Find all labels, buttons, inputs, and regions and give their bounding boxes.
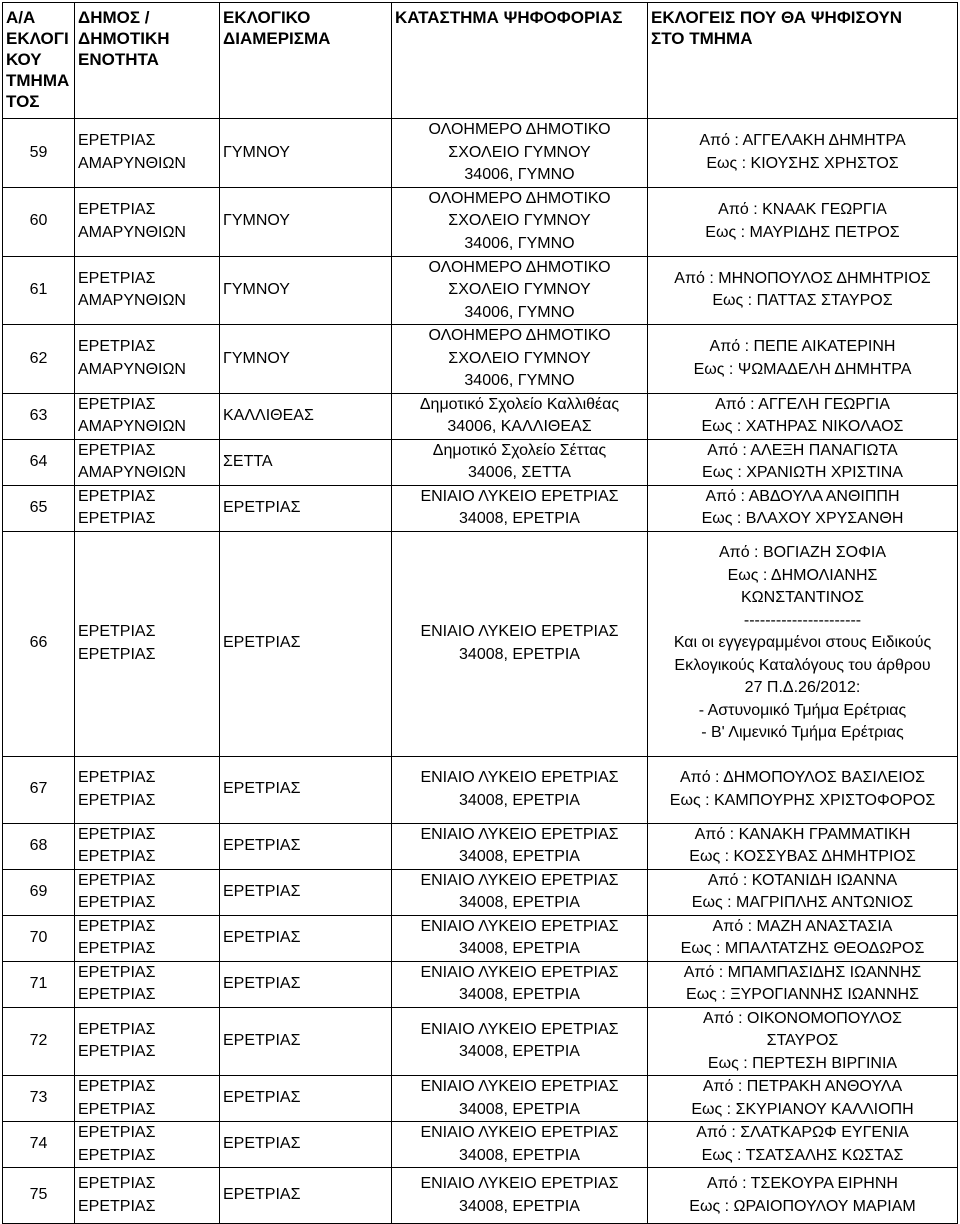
header-text-line: Α/Α [6, 8, 36, 27]
table-row [3, 187, 958, 256]
voter-range-cell-line: Από : ΠΕΠΕ ΑΙΚΑΤΕΡΙΝΗ [709, 338, 896, 356]
voter-range-cell-line: - Αστυνομικό Τμήμα Ερέτριας [698, 701, 907, 719]
ward-cell [220, 256, 392, 325]
polling-place-cell-line: ΣΧΟΛΕΙΟ ΓΥΜΝΟΥ [448, 212, 591, 230]
voter-range-cell-line: Από : ΟΙΚΟΝΟΜΟΠΟΥΛΟΣ [703, 1009, 902, 1027]
polling-place-cell-line: 34006, ΓΥΜΝΟ [464, 166, 575, 183]
voter-range-cell-line: ΚΩΝΣΤΑΝΤΙΝΟΣ [741, 589, 864, 607]
header-text-line: ΚΑΤΑΣΤΗΜΑ ΨΗΦΟΦΟΡΙΑΣ [395, 8, 623, 27]
polling-place-cell [392, 961, 648, 1007]
voter-range-cell [648, 256, 958, 325]
polling-place-cell [392, 119, 648, 188]
voter-range-cell-line: Από : ΜΑΖΗ ΑΝΑΣΤΑΣΙΑ [712, 917, 893, 935]
ward-cell [220, 325, 392, 394]
table-row [3, 1122, 958, 1168]
ward-cell [220, 1076, 392, 1122]
ward-cell-line: ΕΡΕΤΡΙΑΣ [223, 1089, 301, 1107]
ward-cell [220, 869, 392, 915]
municipality-cell [75, 256, 220, 325]
municipality-cell [75, 119, 220, 188]
voter-range-cell [648, 915, 958, 961]
section-number-cell: 60 [3, 187, 75, 256]
municipality-cell-line: ΕΡΕΤΡΙΑΣ [78, 1175, 156, 1192]
table-row [3, 119, 958, 188]
polling-place-cell [392, 439, 648, 485]
voter-range-cell-line: Από : ΑΓΓΕΛΗ ΓΕΩΡΓΙΑ [715, 395, 890, 413]
municipality-cell [75, 756, 220, 823]
municipality-cell [75, 1076, 220, 1122]
ward-cell-line: ΚΑΛΛΙΘΕΑΣ [223, 406, 314, 424]
municipality-cell-line: ΕΡΕΤΡΙΑΣ [78, 871, 156, 889]
polling-place-cell-line: ΕΝΙΑΙΟ ΛΥΚΕΙΟ ΕΡΕΤΡΙΑΣ [420, 1124, 619, 1141]
section-number-cell: 70 [3, 915, 75, 961]
voter-range-cell [648, 187, 958, 256]
polling-place-cell-line: 34006, ΓΥΜΝΟ [464, 303, 575, 321]
polling-place-cell-line: 34006, ΚΑΛΛΙΘΕΑΣ [447, 418, 592, 435]
municipality-cell-line: ΕΡΕΤΡΙΑΣ [78, 769, 156, 786]
section-number-cell: 66 [3, 531, 75, 756]
municipality-cell-line: ΕΡΕΤΡΙΑΣ [78, 1100, 156, 1118]
voter-range-cell-line: Εως : ΚΙΟΥΣΗΣ ΧΡΗΣΤΟΣ [706, 154, 899, 172]
voter-range-cell-line: ---------------------- [743, 611, 862, 629]
ward-cell-line: ΕΡΕΤΡΙΑΣ [223, 1032, 301, 1049]
voter-range-cell-line: Εκλογικούς Καταλόγους του άρθρου [674, 656, 931, 674]
table-row [3, 915, 958, 961]
voter-range-cell-line: Από : ΜΠΑΜΠΑΣΙΔΗΣ ΙΩΑΝΝΗΣ [683, 963, 922, 981]
voter-range-cell [648, 325, 958, 394]
voter-range-cell [648, 393, 958, 439]
municipality-cell [75, 485, 220, 531]
municipality-cell-line: ΕΡΕΤΡΙΑΣ [78, 1197, 156, 1215]
municipality-cell-line: ΕΡΕΤΡΙΑΣ [78, 848, 156, 865]
polling-place-cell-line: 34008, ΕΡΕΤΡΙΑ [459, 645, 580, 663]
ward-cell [220, 1007, 392, 1076]
municipality-cell-line: ΕΡΕΤΡΙΑΣ [78, 487, 156, 505]
header-polling-place [392, 3, 648, 119]
polling-place-cell-line: ΕΝΙΑΙΟ ΛΥΚΕΙΟ ΕΡΕΤΡΙΑΣ [420, 487, 619, 505]
voter-range-cell-line: Από : ΤΣΕΚΟΥΡΑ ΕΙΡΗΝΗ [707, 1175, 898, 1192]
polling-place-cell [392, 869, 648, 915]
polling-place-cell-line: 34008, ΕΡΕΤΡΙΑ [459, 1197, 580, 1215]
municipality-cell-line: ΕΡΕΤΡΙΑΣ [78, 894, 156, 911]
municipality-cell-line: ΕΡΕΤΡΙΑΣ [78, 963, 156, 981]
municipality-cell-line: ΕΡΕΤΡΙΑΣ [78, 645, 156, 663]
voter-range-cell-line: Από : ΑΒΔΟΥΛΑ ΑΝΘΙΠΠΗ [705, 487, 900, 505]
header-text-line: ΕΝΟΤΗΤΑ [78, 50, 159, 69]
table-body [3, 119, 958, 1224]
municipality-cell-line: ΑΜΑΡΥΝΘΙΩΝ [78, 360, 186, 378]
municipality-cell-line: ΕΡΕΤΡΙΑΣ [78, 510, 156, 527]
section-number-cell: 75 [3, 1168, 75, 1224]
section-number-cell: 65 [3, 485, 75, 531]
polling-place-cell-line: ΕΝΙΑΙΟ ΛΥΚΕΙΟ ΕΡΕΤΡΙΑΣ [420, 871, 619, 889]
municipality-cell-line: ΕΡΕΤΡΙΑΣ [78, 201, 156, 218]
header-text-line: ΤΜΗΜΑ [6, 71, 70, 90]
municipality-cell [75, 1007, 220, 1076]
voter-range-cell-line: 27 Π.Δ.26/2012: [744, 679, 861, 697]
ward-cell-line: ΕΡΕΤΡΙΑΣ [223, 836, 301, 854]
voter-range-cell-line: - Β' Λιμενικό Τμήμα Ερέτριας [701, 724, 904, 742]
municipality-cell-line: ΕΡΕΤΡΙΑΣ [78, 395, 156, 413]
table-row [3, 869, 958, 915]
ward-cell-line: ΓΥΜΝΟΥ [223, 143, 290, 161]
ward-cell-line: ΣΕΤΤΑ [223, 452, 273, 470]
polling-place-cell-line: 34008, ΕΡΕΤΡΙΑ [459, 791, 580, 809]
municipality-cell-line: ΕΡΕΤΡΙΑΣ [78, 940, 156, 957]
ward-cell-line: ΕΡΕΤΡΙΑΣ [223, 882, 301, 900]
ward-cell [220, 1168, 392, 1224]
municipality-cell-line: ΕΡΕΤΡΙΑΣ [78, 1043, 156, 1061]
header-electoral-ward [220, 3, 392, 119]
polling-place-cell [392, 756, 648, 823]
polling-place-cell-line: ΟΛΟΗΜΕΡΟ ΔΗΜΟΤΙΚΟ [428, 121, 611, 138]
ward-cell-line: ΕΡΕΤΡΙΑΣ [223, 634, 301, 652]
municipality-cell-line: ΕΡΕΤΡΙΑΣ [78, 1078, 156, 1095]
section-number-cell: 73 [3, 1076, 75, 1122]
header-text-line: ΕΚΛΟΓΙ [6, 29, 69, 48]
ward-cell [220, 485, 392, 531]
voter-range-cell-line: Και οι εγγεγραμμένοι στους Ειδικούς [673, 634, 932, 652]
polling-place-cell-line: 34006, ΓΥΜΝΟ [464, 234, 575, 252]
voter-range-cell-line: Από : ΑΓΓΕΛΑΚΗ ΔΗΜΗΤΡΑ [699, 132, 906, 150]
municipality-cell [75, 869, 220, 915]
polling-place-cell-line: ΟΛΟΗΜΕΡΟ ΔΗΜΟΤΙΚΟ [428, 258, 611, 276]
voter-range-cell-line: Εως : ΣΚΥΡΙΑΝΟΥ ΚΑΛΛΙΟΠΗ [691, 1100, 914, 1118]
polling-place-cell-line: ΣΧΟΛΕΙΟ ΓΥΜΝΟΥ [448, 281, 591, 298]
polling-place-cell-line: 34008, ΕΡΕΤΡΙΑ [459, 848, 580, 865]
polling-place-cell-line: ΕΝΙΑΙΟ ΛΥΚΕΙΟ ΕΡΕΤΡΙΑΣ [420, 825, 619, 843]
ward-cell-line: ΕΡΕΤΡΙΑΣ [223, 1186, 301, 1204]
voter-range-cell-line: Από : ΚΑΝΑΚΗ ΓΡΑΜΜΑΤΙΚΗ [694, 825, 911, 843]
section-number-cell: 62 [3, 325, 75, 394]
table-row [3, 485, 958, 531]
section-number-cell: 68 [3, 823, 75, 869]
polling-place-cell-line: ΟΛΟΗΜΕΡΟ ΔΗΜΟΤΙΚΟ [428, 327, 611, 344]
polling-place-cell-line: ΕΝΙΑΙΟ ΛΥΚΕΙΟ ΕΡΕΤΡΙΑΣ [420, 1020, 619, 1038]
municipality-cell-line: ΕΡΕΤΡΙΑΣ [78, 269, 156, 287]
section-number-cell: 59 [3, 119, 75, 188]
voter-range-cell-line: Από : ΠΕΤΡΑΚΗ ΑΝΘΟΥΛΑ [702, 1078, 903, 1095]
polling-place-cell-line: ΕΝΙΑΙΟ ΛΥΚΕΙΟ ΕΡΕΤΡΙΑΣ [420, 1175, 619, 1192]
ward-cell [220, 1122, 392, 1168]
polling-place-cell-line: ΕΝΙΑΙΟ ΛΥΚΕΙΟ ΕΡΕΤΡΙΑΣ [420, 623, 619, 640]
voter-range-cell-line: Εως : ΩΡΑΙΟΠΟΥΛΟΥ ΜΑΡΙΑΜ [689, 1197, 916, 1215]
ward-cell-line: ΕΡΕΤΡΙΑΣ [223, 498, 301, 516]
polling-place-cell-line: ΣΧΟΛΕΙΟ ΓΥΜΝΟΥ [448, 143, 591, 161]
voter-range-cell [648, 439, 958, 485]
ward-cell-line: ΓΥΜΝΟΥ [223, 281, 290, 298]
voter-range-cell [648, 823, 958, 869]
voter-range-cell-line: Από : ΒΟΓΙΑΖΗ ΣΟΦΙΑ [719, 544, 886, 562]
table-row [3, 756, 958, 823]
voter-range-cell-line: Εως : ΚΟΣΣΥΒΑΣ ΔΗΜΗΤΡΙΟΣ [689, 848, 916, 865]
section-number-cell: 72 [3, 1007, 75, 1076]
municipality-cell [75, 1168, 220, 1224]
header-section-number [3, 3, 75, 119]
ward-cell-line: ΓΥΜΝΟΥ [223, 349, 290, 367]
polling-place-cell-line: 34008, ΕΡΕΤΡΙΑ [459, 940, 580, 957]
municipality-cell-line: ΕΡΕΤΡΙΑΣ [78, 917, 156, 935]
municipality-cell-line: ΑΜΑΡΥΝΘΙΩΝ [78, 418, 186, 435]
polling-place-cell [392, 531, 648, 756]
header-row [3, 3, 958, 119]
polling-place-cell [392, 393, 648, 439]
polling-place-cell [392, 256, 648, 325]
polling-place-cell-line: ΕΝΙΑΙΟ ΛΥΚΕΙΟ ΕΡΕΤΡΙΑΣ [420, 1078, 619, 1095]
voter-range-cell-line: Εως : ΜΑΓΡΙΠΛΗΣ ΑΝΤΩΝΙΟΣ [691, 894, 914, 911]
polling-place-cell-line: 34008, ΕΡΕΤΡΙΑ [459, 894, 580, 911]
voter-range-cell-line: Από : ΔΗΜΟΠΟΥΛΟΣ ΒΑΣΙΛΕΙΟΣ [680, 769, 925, 786]
municipality-cell-line: ΕΡΕΤΡΙΑΣ [78, 791, 156, 809]
voter-range-cell-line: Εως : ΔΗΜΟΛΙΑΝΗΣ [727, 566, 878, 584]
table-row [3, 1007, 958, 1076]
ward-cell-line: ΕΡΕΤΡΙΑΣ [223, 974, 301, 992]
header-text-line: ΣΤΟ ΤΜΗΜΑ [651, 29, 753, 48]
municipality-cell-line: ΑΜΑΡΥΝΘΙΩΝ [78, 223, 186, 241]
voter-range-cell-line: Εως : ΜΑΥΡΙΔΗΣ ΠΕΤΡΟΣ [705, 223, 900, 241]
header-text-line: ΔΗΜΟΣ / [78, 8, 150, 27]
ward-cell [220, 439, 392, 485]
section-number-cell: 61 [3, 256, 75, 325]
voter-range-cell-line: Από : ΚΟΤΑΝΙΔΗ ΙΩΑΝΝΑ [707, 871, 898, 889]
voter-range-cell-line: Εως : ΞΥΡΟΓΙΑΝΝΗΣ ΙΩΑΝΝΗΣ [686, 986, 919, 1003]
polling-place-cell-line: Δημοτικό Σχολείο Καλλιθέας [419, 395, 620, 413]
voter-range-cell-line: ΣΤΑΥΡΟΣ [766, 1032, 839, 1049]
section-number-cell: 69 [3, 869, 75, 915]
voter-range-cell-line: Εως : ΨΩΜΑΔΕΛΗ ΔΗΜΗΤΡΑ [693, 360, 912, 378]
polling-place-cell-line: ΣΧΟΛΕΙΟ ΓΥΜΝΟΥ [448, 349, 591, 367]
voter-range-cell-line: Από : ΚΝΑΑΚ ΓΕΩΡΓΙΑ [718, 201, 887, 218]
header-text-line: ΔΗΜΟΤΙΚΗ [78, 29, 170, 48]
section-number-cell: 63 [3, 393, 75, 439]
table-row [3, 1168, 958, 1224]
voter-range-cell-line: Από : ΑΛΕΞΗ ΠΑΝΑΓΙΩΤΑ [707, 441, 898, 459]
table-row [3, 439, 958, 485]
polling-place-cell-line: 34008, ΕΡΕΤΡΙΑ [459, 510, 580, 527]
ward-cell-line: ΓΥΜΝΟΥ [223, 212, 290, 230]
ward-cell [220, 961, 392, 1007]
municipality-cell-line: ΕΡΕΤΡΙΑΣ [78, 623, 156, 640]
municipality-cell [75, 961, 220, 1007]
polling-place-cell-line: 34008, ΕΡΕΤΡΙΑ [459, 986, 580, 1003]
voter-range-cell [648, 961, 958, 1007]
municipality-cell-line: ΕΡΕΤΡΙΑΣ [78, 441, 156, 459]
polling-place-cell-line: 34008, ΕΡΕΤΡΙΑ [459, 1043, 580, 1061]
table-row [3, 531, 958, 756]
voter-range-cell-line: Από : ΜΗΝΟΠΟΥΛΟΣ ΔΗΜΗΤΡΙΟΣ [674, 269, 931, 287]
municipality-cell [75, 1122, 220, 1168]
ward-cell [220, 823, 392, 869]
voter-range-cell-line: Εως : ΒΛΑΧΟΥ ΧΡΥΣΑΝΘΗ [701, 510, 904, 527]
ward-cell-line: ΕΡΕΤΡΙΑΣ [223, 1135, 301, 1153]
municipality-cell-line: ΕΡΕΤΡΙΑΣ [78, 1124, 156, 1141]
municipality-cell-line: ΕΡΕΤΡΙΑΣ [78, 986, 156, 1003]
voter-range-cell-line: Εως : ΜΠΑΛΤΑΤΖΗΣ ΘΕΟΔΩΡΟΣ [680, 940, 925, 957]
municipality-cell [75, 439, 220, 485]
voter-range-cell-line: Εως : ΚΑΜΠΟΥΡΗΣ ΧΡΙΣΤΟΦΟΡΟΣ [669, 791, 936, 809]
section-number-cell: 74 [3, 1122, 75, 1168]
ward-cell [220, 756, 392, 823]
polling-place-cell-line: ΕΝΙΑΙΟ ΛΥΚΕΙΟ ΕΡΕΤΡΙΑΣ [420, 963, 619, 981]
table-row [3, 325, 958, 394]
header-text-line: ΚΟΥ [6, 50, 42, 69]
polling-place-cell-line: 34008, ΕΡΕΤΡΙΑ [459, 1100, 580, 1118]
polling-place-cell-line: ΟΛΟΗΜΕΡΟ ΔΗΜΟΤΙΚΟ [428, 189, 611, 207]
municipality-cell-line: ΕΡΕΤΡΙΑΣ [78, 132, 156, 150]
polling-stations-table [2, 2, 958, 1224]
municipality-cell-line: ΑΜΑΡΥΝΘΙΩΝ [78, 292, 186, 310]
polling-place-cell [392, 1168, 648, 1224]
municipality-cell [75, 187, 220, 256]
ward-cell [220, 915, 392, 961]
polling-place-cell [392, 187, 648, 256]
polling-place-cell-line: 34008, ΕΡΕΤΡΙΑ [459, 1146, 580, 1164]
municipality-cell-line: ΕΡΕΤΡΙΑΣ [78, 1020, 156, 1038]
voter-range-cell-line: Εως : ΧΡΑΝΙΩΤΗ ΧΡΙΣΤΙΝΑ [702, 464, 903, 481]
voter-range-cell-line: Από : ΣΛΑΤΚΑΡΩΦ ΕΥΓΕΝΙΑ [696, 1124, 909, 1141]
header-municipality [75, 3, 220, 119]
polling-place-cell-line: ΕΝΙΑΙΟ ΛΥΚΕΙΟ ΕΡΕΤΡΙΑΣ [420, 917, 619, 935]
municipality-cell [75, 823, 220, 869]
header-text-line: ΕΚΛΟΓΙΚΟ [223, 8, 311, 27]
header-text-line: ΕΚΛΟΓΕΙΣ ΠΟΥ ΘΑ ΨΗΦΙΣΟΥΝ [651, 8, 903, 27]
voter-range-cell [648, 1076, 958, 1122]
ward-cell [220, 393, 392, 439]
municipality-cell [75, 393, 220, 439]
ward-cell [220, 187, 392, 256]
header-text-line: ΔΙΑΜΕΡΙΣΜΑ [223, 29, 331, 48]
table-row [3, 961, 958, 1007]
polling-place-cell-line: 34006, ΣΕΤΤΑ [468, 464, 571, 481]
municipality-cell-line: ΑΜΑΡΥΝΘΙΩΝ [78, 464, 186, 481]
municipality-cell [75, 325, 220, 394]
polling-place-cell [392, 1076, 648, 1122]
section-number-cell: 64 [3, 439, 75, 485]
voter-range-cell [648, 1007, 958, 1076]
municipality-cell-line: ΕΡΕΤΡΙΑΣ [78, 825, 156, 843]
polling-place-cell-line: Δημοτικό Σχολείο Σέττας [432, 441, 607, 459]
municipality-cell-line: ΑΜΑΡΥΝΘΙΩΝ [78, 154, 186, 172]
voter-range-cell-line: Εως : ΠΕΡΤΕΣΗ ΒΙΡΓΙΝΙΑ [707, 1054, 898, 1072]
voter-range-cell [648, 1168, 958, 1224]
municipality-cell [75, 915, 220, 961]
voter-range-cell [648, 869, 958, 915]
table-row [3, 823, 958, 869]
municipality-cell-line: ΕΡΕΤΡΙΑΣ [78, 338, 156, 356]
table-row [3, 393, 958, 439]
polling-place-cell [392, 823, 648, 869]
voter-range-cell [648, 531, 958, 756]
polling-place-cell-line: 34006, ΓΥΜΝΟ [464, 372, 575, 389]
voter-range-cell-line: Εως : ΠΑΤΤΑΣ ΣΤΑΥΡΟΣ [712, 292, 893, 310]
polling-place-cell [392, 325, 648, 394]
polling-place-cell [392, 1007, 648, 1076]
polling-place-cell [392, 485, 648, 531]
voter-range-cell [648, 485, 958, 531]
polling-place-cell [392, 1122, 648, 1168]
ward-cell-line: ΕΡΕΤΡΙΑΣ [223, 928, 301, 946]
polling-place-cell-line: ΕΝΙΑΙΟ ΛΥΚΕΙΟ ΕΡΕΤΡΙΑΣ [420, 769, 619, 786]
voter-range-cell [648, 119, 958, 188]
voter-range-cell [648, 1122, 958, 1168]
table-row [3, 1076, 958, 1122]
header-text-line: ΤΟΣ [6, 92, 40, 111]
section-number-cell: 71 [3, 961, 75, 1007]
ward-cell [220, 531, 392, 756]
section-number-cell: 67 [3, 756, 75, 823]
ward-cell-line: ΕΡΕΤΡΙΑΣ [223, 780, 301, 798]
voter-range-cell-line: Εως : ΧΑΤΗΡΑΣ ΝΙΚΟΛΑΟΣ [701, 418, 904, 435]
voter-range-cell [648, 756, 958, 823]
header-voter-range [648, 3, 958, 119]
voter-range-cell-line: Εως : ΤΣΑΤΣΑΛΗΣ ΚΩΣΤΑΣ [701, 1146, 904, 1164]
table-row [3, 256, 958, 325]
polling-place-cell [392, 915, 648, 961]
municipality-cell [75, 531, 220, 756]
municipality-cell-line: ΕΡΕΤΡΙΑΣ [78, 1146, 156, 1164]
ward-cell [220, 119, 392, 188]
